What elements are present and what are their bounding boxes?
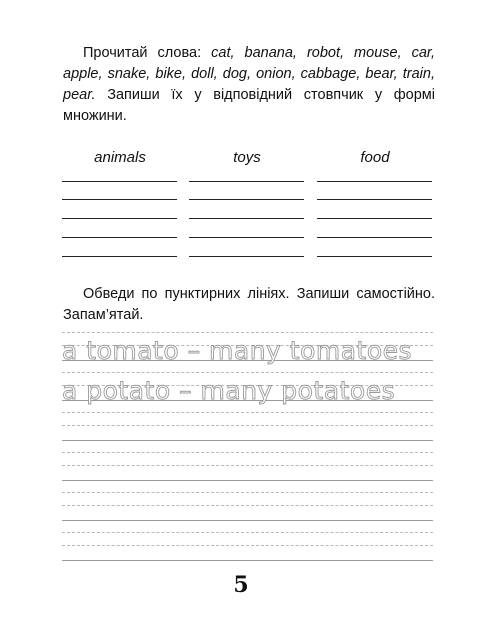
dotted-guide-line: [62, 372, 433, 373]
exercise-1-word-list: cat, banana, robot, mouse, car, apple, snake, bike, doll, dog, onion, cabbage, bear, train, pear.: [63, 45, 435, 103]
exercise-2-text: Обведи по пунктирних лініях. Запиши самостійно. Запам’ятай.: [63, 286, 435, 323]
answer-line: [62, 237, 177, 238]
answer-line: [189, 218, 304, 219]
writing-baseline: [62, 520, 433, 521]
dotted-guide-line: [62, 412, 433, 413]
column-heading-toys: toys: [233, 149, 261, 166]
writing-baseline: [62, 440, 433, 441]
exercise-1-task: Запиши їх у відповідний стовпчик у формі множини.: [63, 87, 435, 124]
answer-line: [62, 181, 177, 182]
answer-line: [62, 199, 177, 200]
answer-line: [317, 237, 432, 238]
answer-line: [189, 181, 304, 182]
dotted-guide-line: [62, 465, 433, 466]
answer-line: [317, 199, 432, 200]
tracing-row-potato: a potato – many potatoes: [62, 376, 396, 405]
dotted-guide-line: [62, 532, 433, 533]
exercise-1-lead: Прочитай слова:: [83, 45, 202, 61]
answer-line: [62, 256, 177, 257]
answer-line: [317, 256, 432, 257]
dotted-guide-line: [62, 545, 433, 546]
tracing-row-tomato: a tomato – many tomatoes: [62, 336, 413, 365]
exercise-1-instruction: [63, 43, 435, 127]
answer-line: [317, 181, 432, 182]
answer-line: [189, 237, 304, 238]
writing-baseline: [62, 560, 433, 561]
column-heading-animals: animals: [94, 149, 146, 166]
answer-line: [189, 256, 304, 257]
dotted-guide-line: [62, 492, 433, 493]
dotted-guide-line: [62, 425, 433, 426]
page-number: 5: [233, 572, 249, 598]
dotted-guide-line: [62, 452, 433, 453]
column-heading-food: food: [360, 149, 390, 166]
answer-line: [189, 199, 304, 200]
dotted-guide-line: [62, 505, 433, 506]
exercise-2-instruction: [63, 284, 435, 326]
writing-baseline: [62, 480, 433, 481]
answer-line: [62, 218, 177, 219]
answer-line: [317, 218, 432, 219]
dotted-guide-line: [62, 332, 433, 333]
